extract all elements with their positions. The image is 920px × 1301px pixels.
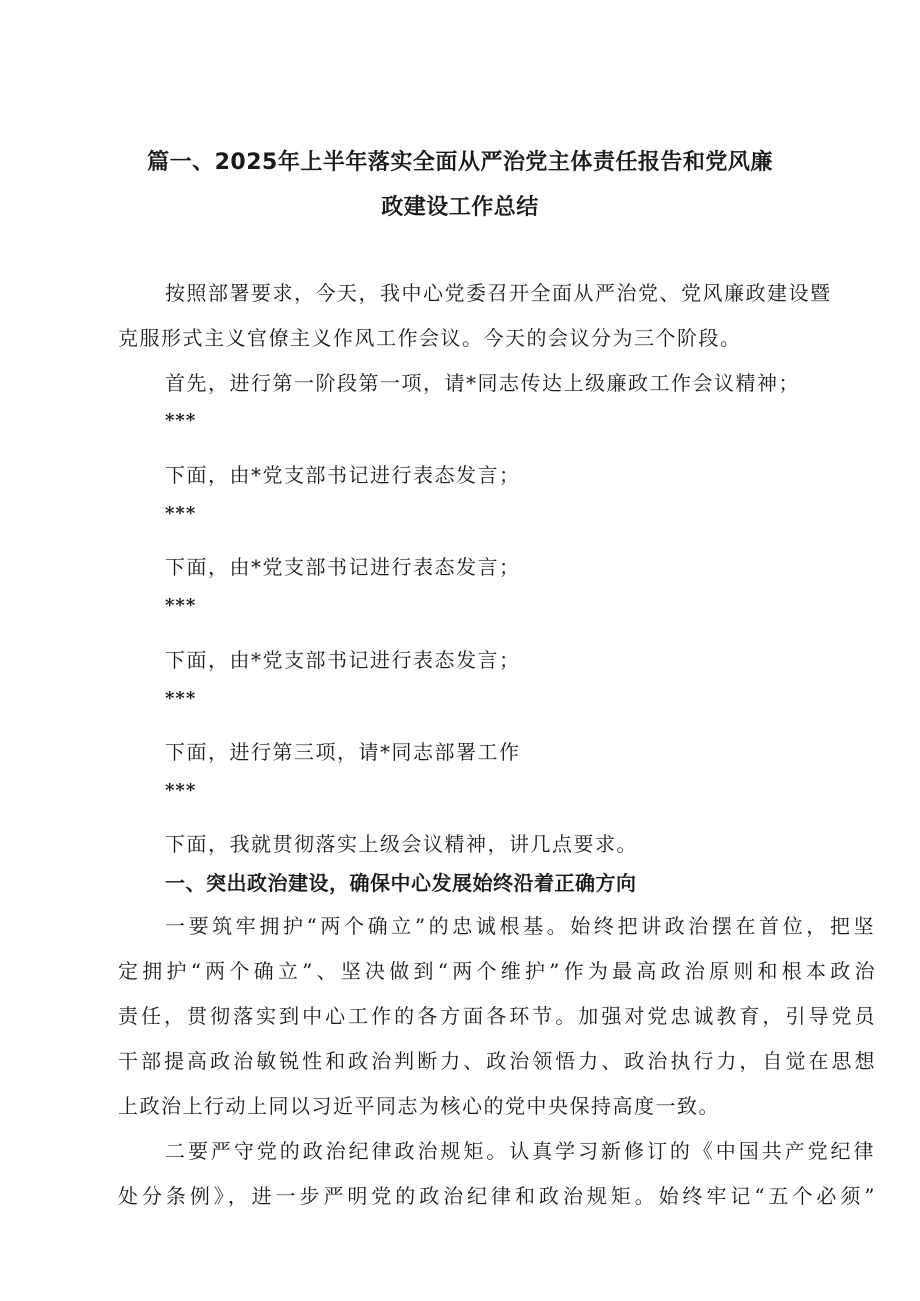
paragraph-1-line-1: 按照部署要求，今天，我中心党委召开全面从严治党、党风廉政建设暨	[165, 281, 832, 305]
paragraph-2: 首先，进行第一阶段第一项，请*同志传达上级廉政工作会议精神；	[165, 371, 800, 395]
paragraph-3: 下面，由*党支部书记进行表态发言；	[165, 463, 521, 487]
paragraph-9-line-1: 二要严守党的政治纪律政治规矩。认真学习新修订的《中国共产党纪律	[165, 1139, 875, 1163]
paragraph-5: 下面，由*党支部书记进行表态发言；	[165, 648, 521, 672]
paragraph-9-line-2: 处分条例》，进一步严明党的政治纪律和政治规矩。始终牢记“五个必须”	[118, 1184, 876, 1208]
paragraph-8-line-4: 干部提高政治敏锐性和政治判断力、政治领悟力、政治执行力，自觉在思想	[118, 1049, 876, 1073]
stars-5: ***	[165, 780, 197, 801]
paragraph-8-line-1: 一要筑牢拥护“两个确立”的忠诚根基。始终把讲政治摆在首位，把坚	[165, 914, 875, 938]
paragraph-7: 下面，我就贯彻落实上级会议精神，讲几点要求。	[165, 832, 638, 856]
paragraph-6: 下面，进行第三项，请*同志部署工作	[165, 740, 521, 764]
section-heading-1: 一、突出政治建设，确保中心发展始终沿着正确方向	[165, 871, 637, 895]
paragraph-1-line-2: 克服形式主义官僚主义作风工作会议。今天的会议分为三个阶段。	[118, 326, 742, 350]
paragraph-8-line-5: 上政治上行动上同以习近平同志为核心的党中央保持高度一致。	[118, 1094, 720, 1118]
stars-3: ***	[165, 595, 197, 616]
paragraph-4: 下面，由*党支部书记进行表态发言；	[165, 555, 521, 579]
document-title-line-2: 政建设工作总结	[381, 195, 539, 220]
stars-4: ***	[165, 688, 197, 709]
stars-2: ***	[165, 503, 197, 524]
document-title-line-1: 篇一、2025年上半年落实全面从严治党主体责任报告和党风廉	[147, 150, 773, 175]
paragraph-8-line-3: 责任，贯彻落实到中心工作的各方面各环节。加强对党忠诚教育，引导党员	[118, 1004, 876, 1028]
stars-1: ***	[165, 410, 197, 431]
paragraph-8-line-2: 定拥护“两个确立”、坚决做到“两个维护”作为最高政治原则和根本政治	[118, 959, 876, 983]
